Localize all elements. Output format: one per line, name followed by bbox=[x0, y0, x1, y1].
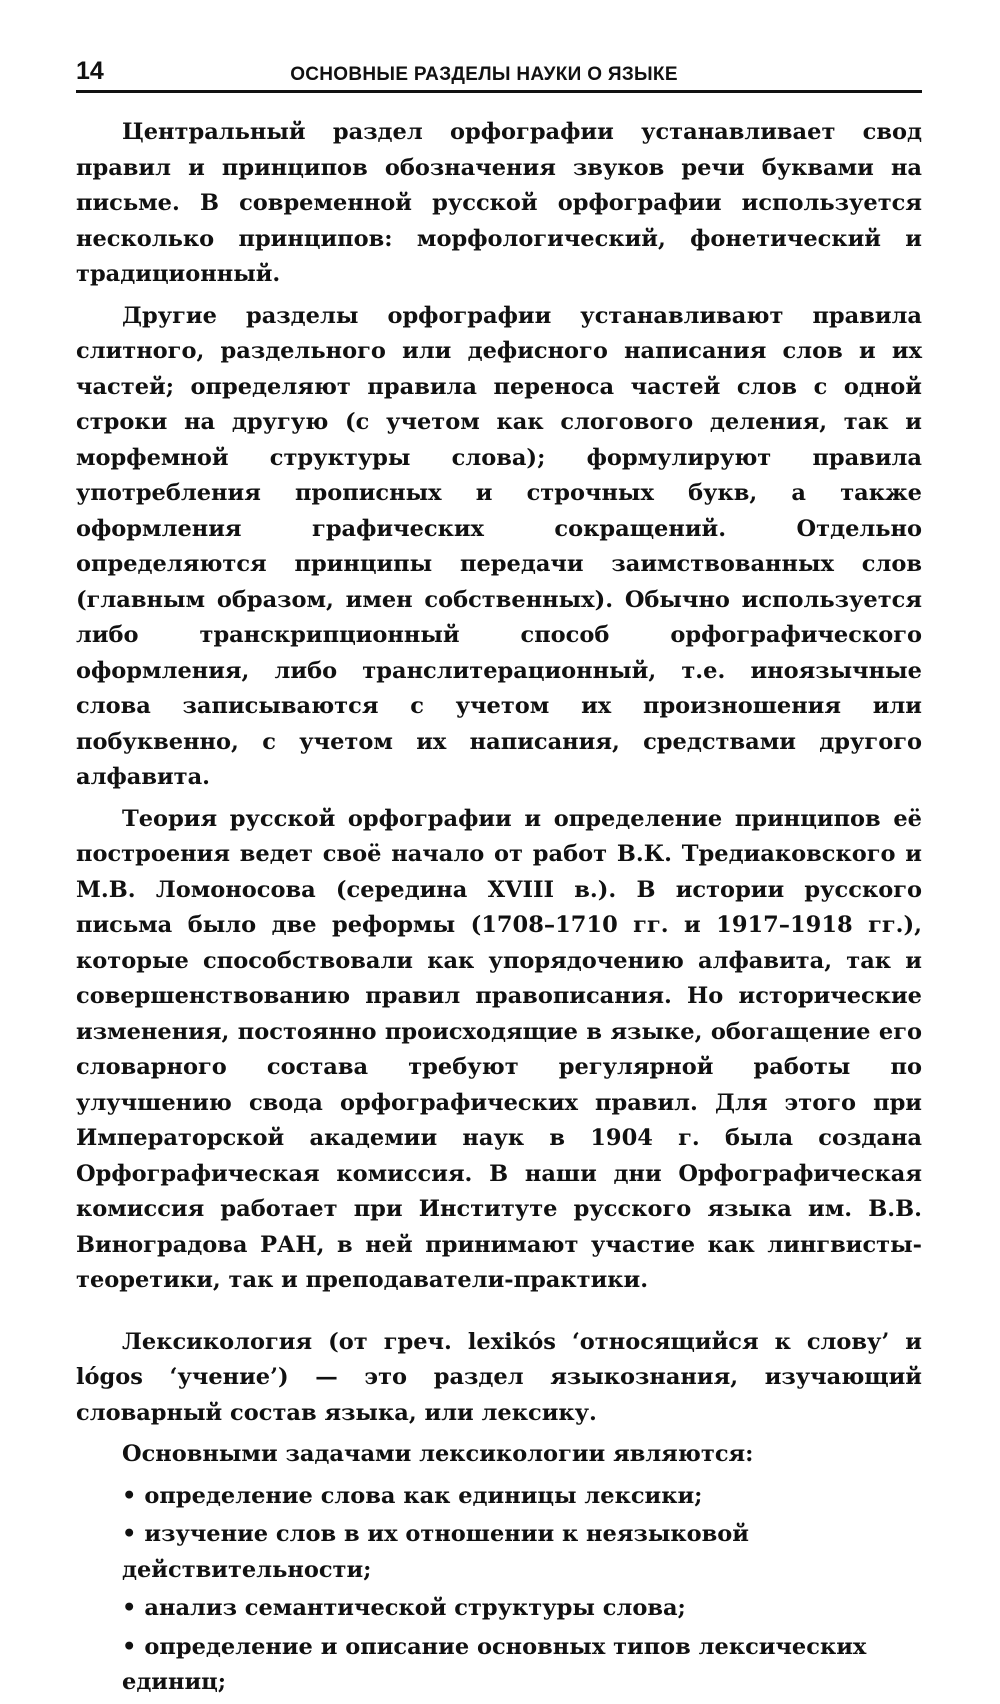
page-header bbox=[76, 40, 922, 93]
list-item-text: определение слова как единицы лексики; bbox=[144, 1482, 703, 1509]
list-item-text: определение и описание основных типов лексических единиц; bbox=[122, 1633, 867, 1695]
list-item bbox=[122, 1591, 922, 1627]
list-item bbox=[122, 1517, 922, 1588]
paragraph-lexicology-definition bbox=[76, 1325, 922, 1432]
paragraph-orthography-history: Теория русской орфографии и определение принципов её построения ведет своё начало от работ В.К. Тредиаковского и М.В. Ломоносова (середина XVIII в.). В истории русского письма было две реформы (1708–1710 гг. и 1917–1918 гг.), которые способствовали как упорядочению алфавита, так и совершенствованию правил правописания. Но исторические изменения, постоянно происходящие в языке, обогащение его словарного состава требуют регулярной работы по улучшению свода орфографических правил. Для этого при Императорской академии наук в 1904 г. была создана Орфографическая комиссия. В наши дни Орфографическая комиссия работает при Институте русского языка им. В.В. Виноградова РАН, в ней принимают участие как лингвисты-теоретики, так и преподаватели-практики. bbox=[76, 805, 922, 1293]
paragraph-orthography-principles: Центральный раздел орфографии устанавливает свод правил и принципов обозначения звуков речи буквами на письме. В современной русской орфографии используется несколько принципов: морфологический, фонетический и традиционный. bbox=[76, 119, 922, 287]
running-title: ОСНОВНЫЕ РАЗДЕЛЫ НАУКИ О ЯЗЫКЕ bbox=[290, 64, 678, 85]
page-body bbox=[76, 115, 922, 1701]
bullet-icon: • bbox=[122, 1633, 137, 1660]
lexicology-tasks-intro: Основными задачами лексикологии являются: bbox=[122, 1441, 754, 1467]
bullet-icon: • bbox=[122, 1595, 137, 1621]
book-page bbox=[76, 40, 922, 1704]
list-item-text: изучение слов в их отношении к неязыковой действительности; bbox=[122, 1521, 749, 1583]
list-item bbox=[122, 1630, 922, 1701]
list-item-text: анализ семантической структуры слова; bbox=[144, 1595, 686, 1621]
list-item bbox=[122, 1479, 922, 1515]
lexicology-tasks-list bbox=[76, 1479, 922, 1701]
lexicology-term: Лексикология bbox=[122, 1328, 313, 1355]
page-number: 14 bbox=[76, 57, 104, 85]
paragraph-orthography-sections: Другие разделы орфографии устанавливают правила слитного, раздельного или дефисного написания слов и их частей; определяют правила переноса частей слов с одной строки на другую (с учетом как слогового деления, так и морфемной структуры слова); формулируют правила употребления прописных и строчных букв, а также оформления графических сокращений. Отдельно определяются принципы передачи заимствованных слов (главным образом, имен собственных). Обычно используется либо транскрипционный способ орфографического оформления, либо транслитерационный, т.е. иноязычные слова записываются с учетом их произношения или побуквенно, с учетом их написания, средствами другого алфавита. bbox=[76, 302, 922, 790]
lexicology-definition: (от греч. lexikós ‘относящийся к слову’ и lógos ‘учение’) — это раздел языкознания, изучающий словарный состав языка, или лексику. bbox=[76, 1328, 922, 1426]
bullet-icon: • bbox=[122, 1482, 137, 1509]
bullet-icon: • bbox=[122, 1521, 137, 1547]
